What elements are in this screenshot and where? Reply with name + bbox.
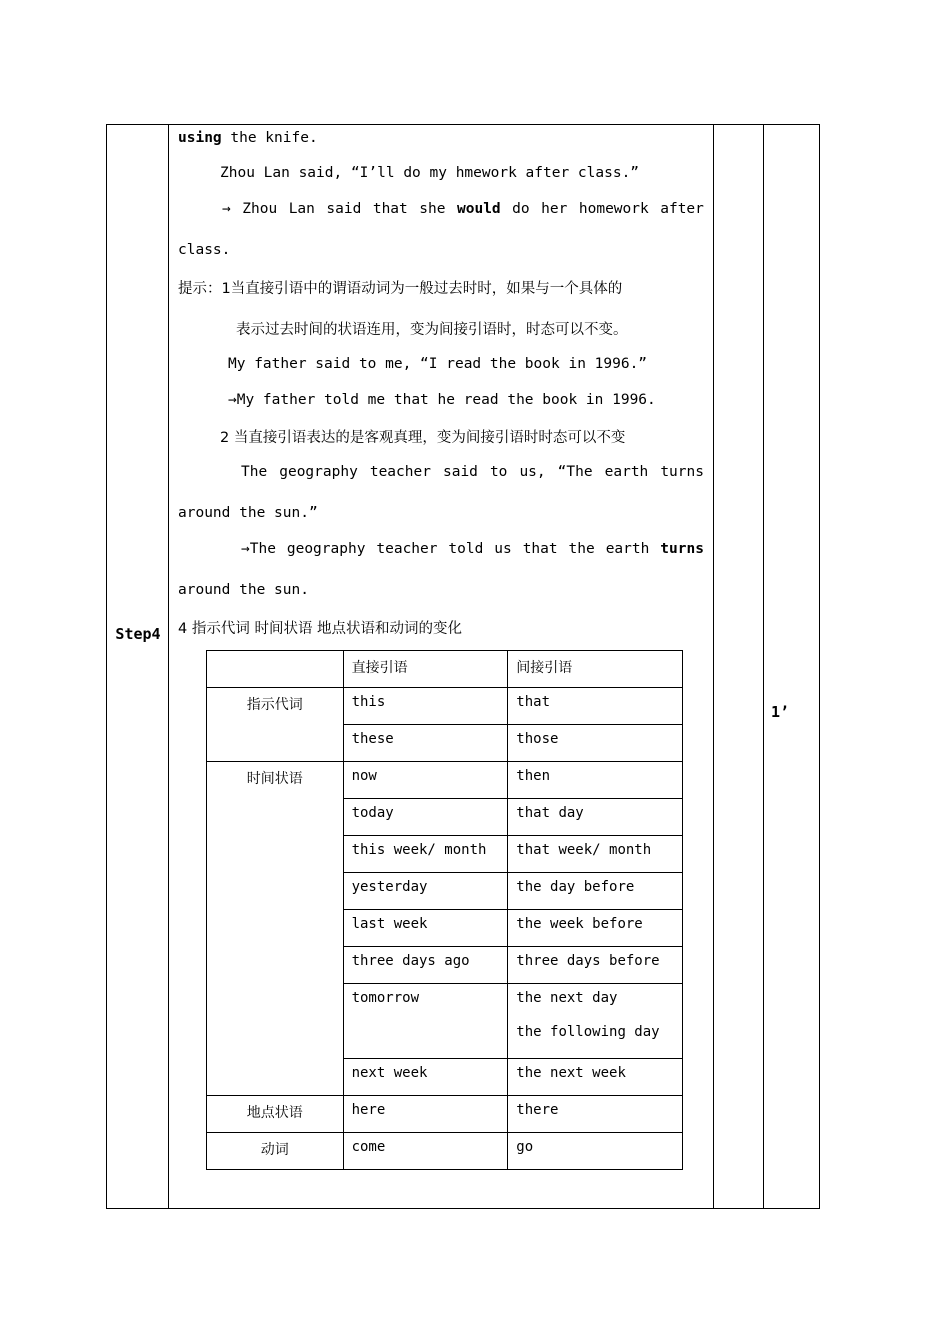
hint-line: 2 当直接引语表达的是客观真理，变为间接引语时时态可以不变 bbox=[220, 430, 626, 446]
hint-line: 表示过去时间的状语连用，变为间接引语时，时态可以不变。 bbox=[236, 322, 628, 338]
table-cell: 动词 bbox=[207, 1133, 344, 1170]
table-row bbox=[207, 1133, 683, 1170]
word: Lan bbox=[288, 201, 315, 217]
text-line: using the knife. bbox=[178, 130, 318, 146]
table-row bbox=[207, 688, 683, 725]
table-cell bbox=[508, 762, 683, 799]
word: geography bbox=[286, 541, 366, 557]
lesson-table-frame bbox=[106, 124, 820, 1209]
table-cell: here bbox=[343, 1096, 508, 1133]
word: us bbox=[494, 541, 512, 557]
table-cell: 地点状语 bbox=[207, 1096, 344, 1133]
table-cell: these bbox=[343, 725, 508, 762]
table-cell: tomorrow bbox=[343, 984, 508, 1059]
table-cell: 直接引语 bbox=[343, 651, 508, 688]
cell-text: the next week bbox=[516, 1065, 626, 1081]
word: teacher bbox=[369, 464, 431, 480]
word: said bbox=[326, 201, 362, 217]
text-line: →My father told me that he read the book in 1996. bbox=[228, 392, 656, 408]
cell-text: the next day bbox=[516, 990, 618, 1006]
table-cell bbox=[508, 836, 683, 873]
word: earth bbox=[604, 464, 649, 480]
table-cell bbox=[508, 1059, 683, 1096]
cell-text: three days before bbox=[516, 953, 660, 969]
text-line-justified bbox=[222, 201, 704, 217]
cell-text: that bbox=[516, 694, 551, 710]
text-line: Zhou Lan said, “I’ll do my hmework after class.” bbox=[220, 165, 640, 181]
table-cell bbox=[508, 725, 683, 762]
word: said bbox=[442, 464, 478, 480]
table-cell: come bbox=[343, 1133, 508, 1170]
table-cell: this week/ month bbox=[343, 836, 508, 873]
word: turns bbox=[660, 541, 704, 557]
text-line: around the sun.” bbox=[178, 505, 318, 521]
word: the bbox=[568, 541, 595, 557]
cell-text: there bbox=[516, 1102, 559, 1118]
text-line: class. bbox=[178, 242, 231, 258]
word: us, bbox=[519, 464, 546, 480]
table-cell: last week bbox=[343, 910, 508, 947]
word: → bbox=[222, 201, 231, 217]
column-divider bbox=[713, 125, 714, 1208]
word: turns bbox=[660, 464, 704, 480]
table-cell: 时间状语 bbox=[207, 762, 344, 1096]
text-line: around the sun. bbox=[178, 582, 309, 598]
text-line-justified bbox=[241, 541, 704, 557]
cell-text: the day before bbox=[516, 879, 635, 895]
table-cell: yesterday bbox=[343, 873, 508, 910]
word: she bbox=[419, 201, 446, 217]
table-cell: next week bbox=[343, 1059, 508, 1096]
time-label: 1’ bbox=[771, 703, 790, 721]
word: →The bbox=[241, 541, 276, 557]
table-cell: 指示代词 bbox=[207, 688, 344, 762]
reported-speech-table bbox=[206, 650, 683, 1170]
table-cell bbox=[508, 873, 683, 910]
column-divider bbox=[763, 125, 764, 1208]
cell-text: the week before bbox=[516, 916, 643, 932]
word: after bbox=[660, 201, 704, 217]
table-row bbox=[207, 1096, 683, 1133]
table-cell bbox=[508, 910, 683, 947]
word: her bbox=[541, 201, 568, 217]
table-cell bbox=[508, 947, 683, 984]
text-line: My father said to me, “I read the book in 1996.” bbox=[228, 356, 648, 372]
word: “The bbox=[557, 464, 593, 480]
table-cell: three days ago bbox=[343, 947, 508, 984]
word: earth bbox=[605, 541, 650, 557]
table-cell: this bbox=[343, 688, 508, 725]
table-cell bbox=[508, 799, 683, 836]
table-row bbox=[207, 762, 683, 799]
table-cell bbox=[508, 984, 683, 1059]
hint-line: 提示：1当直接引语中的谓语动词为一般过去时时，如果与一个具体的 bbox=[178, 281, 623, 297]
cell-text: those bbox=[516, 731, 559, 747]
word: Zhou bbox=[242, 201, 278, 217]
word: to bbox=[489, 464, 508, 480]
column-divider bbox=[168, 125, 169, 1208]
table-cell: now bbox=[343, 762, 508, 799]
word: homework bbox=[578, 201, 649, 217]
cell-text: that day bbox=[516, 805, 584, 821]
word: told bbox=[448, 541, 484, 557]
word: would bbox=[457, 201, 501, 217]
table-cell: 间接引语 bbox=[508, 651, 683, 688]
table-cell bbox=[508, 1133, 683, 1170]
word: do bbox=[512, 201, 530, 217]
cell-text: then bbox=[516, 768, 551, 784]
table-cell bbox=[508, 688, 683, 725]
word: The bbox=[241, 464, 268, 480]
cell-text: go bbox=[516, 1139, 534, 1155]
cell-text: that week/ month bbox=[516, 842, 652, 858]
table-cell bbox=[207, 651, 344, 688]
text-line-justified bbox=[241, 464, 704, 480]
word: that bbox=[372, 201, 408, 217]
table-cell bbox=[508, 1096, 683, 1133]
section-heading: 4 指示代词 时间状语 地点状语和动词的变化 bbox=[178, 621, 463, 637]
step-label: Step4 bbox=[115, 625, 161, 643]
word: that bbox=[522, 541, 558, 557]
word: teacher bbox=[376, 541, 438, 557]
word: geography bbox=[279, 464, 358, 480]
cell-text: the following day bbox=[516, 1024, 660, 1040]
table-header-row bbox=[207, 651, 683, 688]
table-cell: today bbox=[343, 799, 508, 836]
